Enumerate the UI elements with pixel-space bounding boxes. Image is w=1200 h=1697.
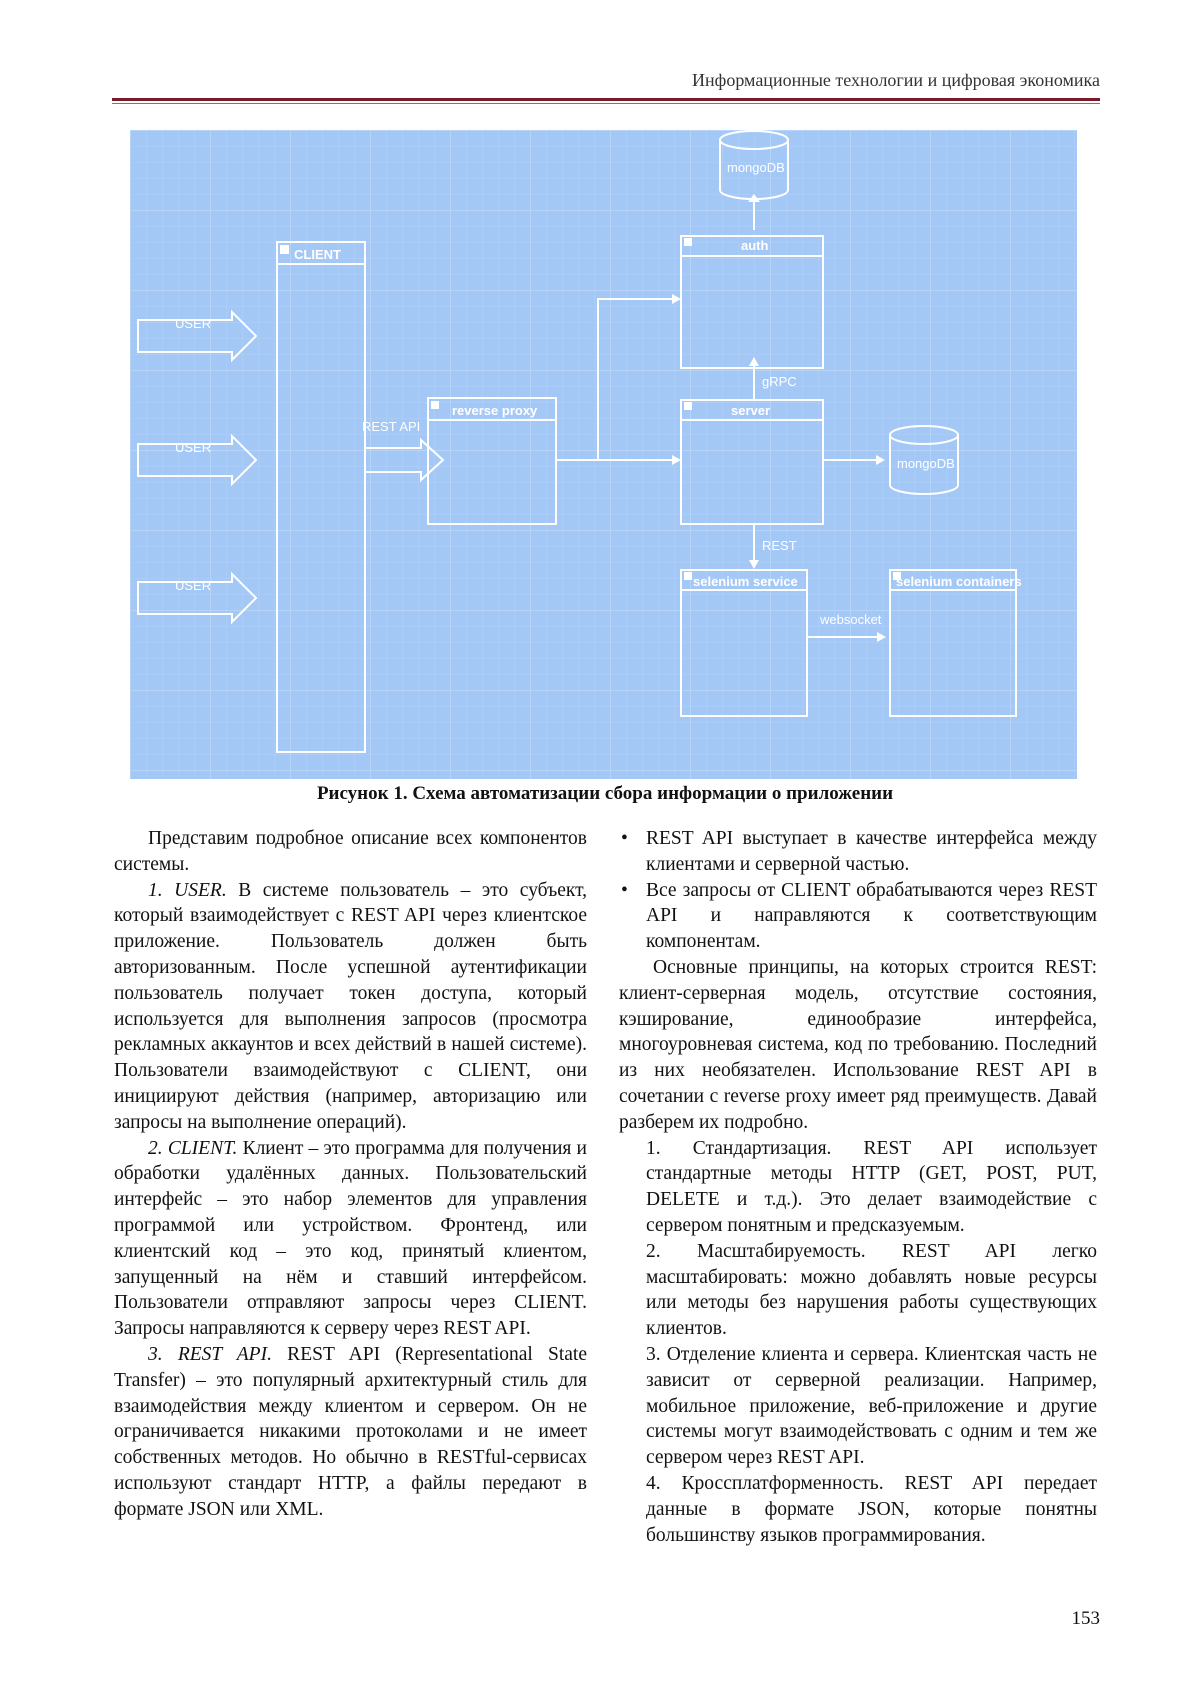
header-rule xyxy=(112,98,1100,101)
client-label: CLIENT xyxy=(294,247,341,262)
architecture-diagram xyxy=(130,130,1077,779)
bullet-item: • Все запросы от CLIENT обрабатываются через REST API и направляются к соответствующим компонентам. xyxy=(621,879,1097,953)
principles-paragraph: Основные принципы, на которых строится REST: клиент-серверная модель, отсутствие состояния, кэширование, единообразие интерфейса, многоуровневая система, код по требованию. Последний из них необязателен. Использование REST API в сочетании с reverse proxy имеет ряд преимуществ. Давай разберем их подробно. xyxy=(619,956,1097,1133)
user-label: USER xyxy=(175,316,212,331)
reverse-proxy-label: reverse proxy xyxy=(452,403,538,418)
rest-api-heading: 3. REST API. xyxy=(148,1343,272,1365)
user-paragraph xyxy=(114,878,587,1136)
bullet-item: • REST API выступает в качестве интерфейса между клиентами и серверной частью. xyxy=(621,828,1097,875)
user-text: В системе пользователь – это субъект, который взаимодействует с REST API через клиентское приложение. Пользователь должен быть авторизованным. После успешной аутентификации пользователь получает токен доступа, который используется для выполнения запросов (просмотра рекламных аккаунтов и всех действий в нашей системе). Пользователи взаимодействуют с CLIENT, они инициируют действия (например, авторизацию или запросы на выполнение операций). xyxy=(114,879,588,1133)
numbered-item: 3. Отделение клиента и сервера. Клиентская часть не зависит от серверной реализации. Например, мобильное приложение, веб-приложение и другие системы могут взаимодействовать с одним и тем же сервером через REST API. xyxy=(646,1343,1097,1469)
rest-api-text: REST API (Representational State Transfer) – это популярный архитектурный стиль для взаимодействия между клиентом и сервером. Он не ограничивается никакими протоколами и не имеет собственных методов. Но обычно в RESTful-сервисах используют стандарт HTTP, а файлы передают в формате JSON или XML. xyxy=(114,1343,588,1520)
rest-api-label: REST API xyxy=(362,419,421,434)
grpc-label: gRPC xyxy=(762,374,797,389)
numbered-item: 1. Стандартизация. REST API использует стандартные методы HTTP (GET, POST, PUT, DELETE и т.д.). Это делает взаимодействие с сервером понятным и предсказуемым. xyxy=(646,1137,1097,1236)
client-heading: 2. CLIENT. xyxy=(148,1137,238,1159)
client-text: Клиент – это программа для получения и обработки удалённых данных. Пользовательский интерфейс – это набор элементов для управления программой или устройством. Фронтенд, или клиентский код – это код, принятый клиентом, запущенный на нём и ставший интерфейсом. Пользователи отправляют запросы через CLIENT. Запросы направляются к серверу через REST API. xyxy=(114,1137,587,1340)
intro-paragraph: Представим подробное описание всех компонентов системы. xyxy=(114,828,587,875)
client-paragraph xyxy=(114,1136,587,1342)
websocket-label: websocket xyxy=(820,612,882,627)
numbered-item: 4. Кроссплатформенность. REST API передает данные в формате JSON, которые понятны большинству языков программирования. xyxy=(646,1472,1097,1546)
selenium-containers-label: selenium containers xyxy=(896,574,1022,589)
page-number: 153 xyxy=(1071,1608,1100,1629)
rest-api-paragraph xyxy=(114,1342,587,1523)
figure-caption: Рисунок 1. Схема автоматизации сбора информации о приложении xyxy=(316,783,894,804)
numbered-item: 2. Масштабируемость. REST API легко масштабировать: можно добавлять новые ресурсы или методы без нарушения работы существующих клиентов. xyxy=(646,1240,1097,1340)
user-label: USER xyxy=(175,578,212,593)
db-right-label: mongoDB xyxy=(897,456,955,471)
server-label: server xyxy=(731,403,771,418)
rest-label: REST xyxy=(762,538,797,553)
header-rule-thin xyxy=(112,103,1100,104)
user-label: USER xyxy=(175,440,212,455)
selenium-service-label: selenium service xyxy=(693,574,798,589)
db-top-label: mongoDB xyxy=(727,160,785,175)
right-column xyxy=(619,826,1097,1548)
bullet-icon: • xyxy=(621,828,628,849)
auth-label: auth xyxy=(741,238,769,253)
running-title: Информационные технологии и цифровая экономика xyxy=(692,70,1100,90)
left-column xyxy=(114,826,587,1523)
user-heading: 1. USER. xyxy=(148,879,227,901)
bullet-icon: • xyxy=(621,879,628,901)
